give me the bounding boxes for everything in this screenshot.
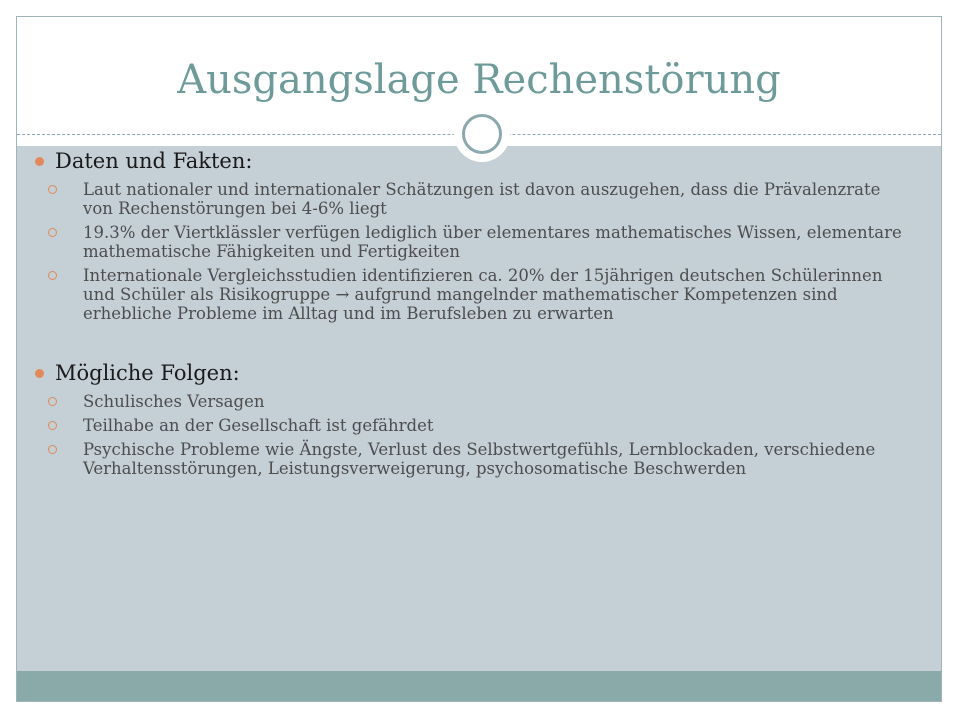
ring-bullet-icon: [48, 271, 57, 280]
section-gap: [35, 328, 905, 360]
ring-bullet-icon: [48, 185, 57, 194]
section-heading-text: Daten und Fakten:: [55, 149, 253, 173]
section-daten-und-fakten: [35, 148, 905, 323]
list-item: [35, 416, 905, 435]
list-item-text: Schulisches Versagen: [83, 392, 265, 411]
filled-circle-icon: [35, 369, 44, 378]
list-item: [35, 266, 905, 323]
section-heading: [35, 148, 905, 174]
ring-bullet-icon: [48, 397, 57, 406]
filled-circle-icon: [35, 157, 44, 166]
section-heading-text: Mögliche Folgen:: [55, 361, 240, 385]
list-item-text: Laut nationaler und internationaler Schätzungen ist davon auszugehen, dass die Prävalenzrate von Rechenstörungen bei 4-6% liegt: [83, 180, 881, 218]
ring-bullet-icon: [48, 228, 57, 237]
list-item: [35, 392, 905, 411]
list-item-text: Psychische Probleme wie Ängste, Verlust des Selbstwertgefühls, Lernblockaden, verschiedene Verhaltensstörungen, Leistungsverweigerung, psychosomatische Beschwerden: [83, 440, 876, 478]
slide-title: Ausgangslage Rechenstörung: [177, 57, 781, 103]
bullet-list: [35, 180, 905, 323]
list-item: [35, 440, 905, 478]
section-heading: [35, 360, 905, 386]
list-item-text: Internationale Vergleichsstudien identifizieren ca. 20% der 15jährigen deutschen Schülerinnen und Schüler als Risikogruppe → aufgrund mangelnder mathematischer Kompetenzen sind erhebliche Probleme im Alltag und im Berufsleben zu erwarten: [83, 266, 883, 323]
section-moegliche-folgen: [35, 360, 905, 478]
footer-band: [17, 671, 941, 702]
list-item: [35, 180, 905, 218]
list-item-text: 19.3% der Viertklässler verfügen lediglich über elementares mathematisches Wissen, elementare mathematische Fähigkeiten und Fertigkeiten: [83, 223, 902, 261]
list-item-text: Teilhabe an der Gesellschaft ist gefährdet: [83, 416, 434, 435]
ring-bullet-icon: [48, 445, 57, 454]
bullet-list: [35, 392, 905, 478]
slide-content: [35, 148, 905, 483]
list-item: [35, 223, 905, 261]
ring-bullet-icon: [48, 421, 57, 430]
